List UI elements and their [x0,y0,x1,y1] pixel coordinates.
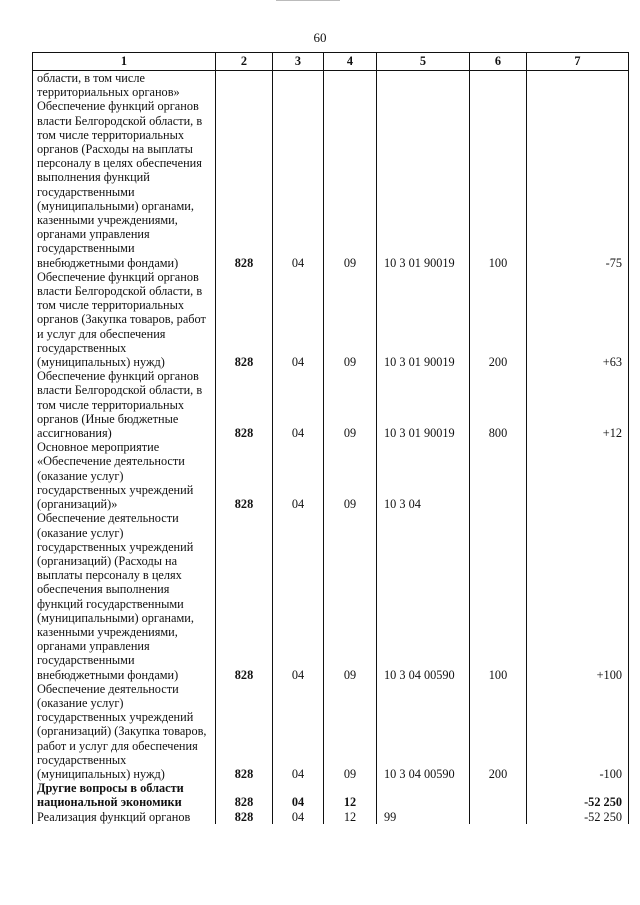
header-col-1: 1 [33,53,216,71]
table-row [33,369,629,440]
table-row [33,71,629,270]
ministry-code: 828 [216,369,273,440]
table-row [33,440,629,511]
section-code: 04 [273,369,324,440]
description-line: органов (Иные бюджетные [37,411,179,426]
table-row [33,270,629,369]
amount: -75 [527,71,629,270]
section-code: 04 [273,440,324,511]
description-line: государственными [37,241,135,256]
subsection-code: 09 [324,440,377,511]
description-line: государственных учреждений [37,710,194,725]
section-code: 04 [273,270,324,369]
section-code: 04 [273,682,324,781]
section-code: 04 [273,810,324,824]
target-article [377,781,470,809]
description-line: Обеспечение деятельности [37,511,179,526]
description-line: Обеспечение деятельности [37,681,179,696]
amount: +100 [527,511,629,681]
expense-type: 200 [470,682,527,781]
amount: -100 [527,682,629,781]
expense-type: 100 [470,511,527,681]
scan-artifact [276,0,340,1]
ministry-code: 828 [216,810,273,824]
expense-type: 200 [470,270,527,369]
ministry-code: 828 [216,71,273,270]
expense-type [470,781,527,809]
row-description [33,71,216,270]
budget-table [32,52,629,824]
description-line: органов (Закупка товаров, работ [37,312,206,327]
description-line: казенными учреждениями, [37,624,178,639]
target-article: 10 3 04 [377,440,470,511]
target-article: 10 3 04 00590 [377,511,470,681]
description-line: обеспечения выполнения [37,582,170,597]
header-col-3: 3 [273,53,324,71]
description-line: Обеспечение функций органов [37,369,199,384]
row-description [33,440,216,511]
target-article: 99 [377,810,470,824]
header-col-2: 2 [216,53,273,71]
description-line: том числе территориальных [37,298,184,313]
amount: +63 [527,270,629,369]
page-number: 60 [313,30,327,45]
description-line: национальной экономики [37,795,182,810]
description-line: органами управления [37,639,150,654]
description-line: государственных [37,340,127,355]
table-row [33,682,629,781]
ministry-code: 828 [216,511,273,681]
description-line: органами управления [37,227,150,242]
target-article: 10 3 01 90019 [377,369,470,440]
section-code: 04 [273,781,324,809]
subsection-code: 09 [324,270,377,369]
description-line: государственных учреждений [37,482,194,497]
description-line: (оказание услуг) [37,468,124,483]
ministry-code: 828 [216,440,273,511]
description-line: власти Белгородской области, в [37,113,203,128]
description-line: государственными [37,653,135,668]
description-line: (оказание услуг) [37,695,124,710]
expense-type: 100 [470,71,527,270]
section-code: 04 [273,71,324,270]
description-line: (организаций)» [37,497,118,512]
description-line: Основное мероприятие [37,440,160,455]
description-line: «Обеспечение деятельности [37,454,185,469]
description-line: Обеспечение функций органов [37,99,199,114]
description-line: власти Белгородской области, в [37,383,203,398]
description-line: персоналу в целях обеспечения [37,156,202,171]
description-line: (муниципальными) органами, [37,610,194,625]
description-line: Реализация функций органов [37,809,191,824]
description-line: (муниципальных) нужд) [37,355,165,370]
description-line: функций государственными [37,596,184,611]
description-line: (муниципальных) нужд) [37,766,165,781]
expense-type [470,810,527,824]
row-description [33,369,216,440]
header-col-7: 7 [527,53,629,71]
description-line: том числе территориальных [37,127,184,142]
expense-type: 800 [470,369,527,440]
row-description [33,682,216,781]
subsection-code: 09 [324,71,377,270]
description-line: выполнения функций [37,170,150,185]
target-article: 10 3 01 90019 [377,270,470,369]
row-description [33,810,216,824]
amount: -52 250 [527,810,629,824]
description-line: (организаций) (Расходы на [37,553,178,568]
description-line: ассигнования) [37,426,112,441]
table-row [33,810,629,824]
target-article: 10 3 04 00590 [377,682,470,781]
description-line: Обеспечение функций органов [37,269,199,284]
section-code: 04 [273,511,324,681]
row-description [33,781,216,809]
subsection-code: 12 [324,781,377,809]
description-line: том числе территориальных [37,397,184,412]
amount [527,440,629,511]
description-line: Другие вопросы в области [37,781,184,796]
description-line: казенными учреждениями, [37,213,178,228]
ministry-code: 828 [216,270,273,369]
row-description [33,511,216,681]
amount: -52 250 [527,781,629,809]
ministry-code: 828 [216,781,273,809]
description-line: органов (Расходы на выплаты [37,142,193,157]
description-line: внебюджетными фондами) [37,667,179,682]
description-line: государственных учреждений [37,539,194,554]
description-line: (муниципальными) органами, [37,198,194,213]
subsection-code: 09 [324,369,377,440]
description-line: выплаты персоналу в целях [37,568,182,583]
description-line: (организаций) (Закупка товаров, [37,724,207,739]
description-line: государственных [37,752,127,767]
row-description [33,270,216,369]
description-line: работ и услуг для обеспечения [37,738,198,753]
table-row [33,781,629,809]
subsection-code: 09 [324,511,377,681]
header-col-6: 6 [470,53,527,71]
description-line: области, в том числе [37,71,145,85]
header-col-5: 5 [377,53,470,71]
description-line: и услуг для обеспечения [37,326,166,341]
description-line: внебюджетными фондами) [37,255,179,270]
expense-type [470,440,527,511]
target-article: 10 3 01 90019 [377,71,470,270]
subsection-code: 09 [324,682,377,781]
ministry-code: 828 [216,682,273,781]
table-row [33,511,629,681]
header-col-4: 4 [324,53,377,71]
description-line: (оказание услуг) [37,525,124,540]
table-body [33,71,629,824]
table-header-row [33,53,629,71]
amount: +12 [527,369,629,440]
description-line: территориальных органов» [37,85,180,100]
description-line: власти Белгородской области, в [37,284,203,299]
subsection-code: 12 [324,810,377,824]
description-line: государственными [37,184,135,199]
